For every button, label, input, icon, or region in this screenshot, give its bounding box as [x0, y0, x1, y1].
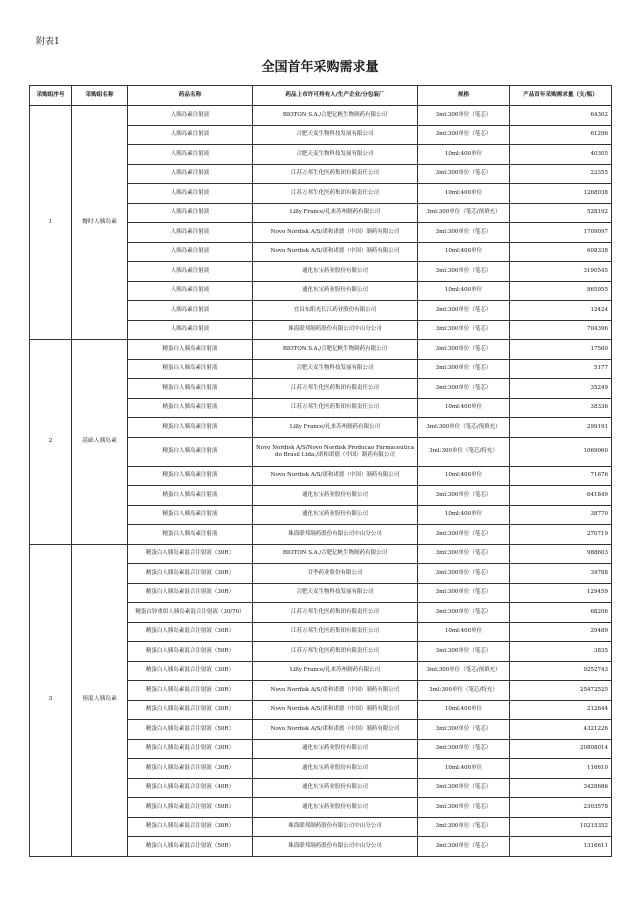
quantity-cell: 9252743 [510, 661, 612, 681]
quantity-cell: 5177 [510, 359, 612, 379]
group-name: 餐时人胰岛素 [72, 106, 128, 340]
drug-name-cell: 精蛋白人胰岛素注射液 [128, 505, 253, 525]
quantity-cell: 61296 [510, 125, 612, 145]
quantity-cell: 40305 [510, 145, 612, 165]
spec-cell: 10ml:400单位 [418, 145, 510, 165]
manufacturer-cell: BIOTON S.A./合肥亿帆生物制药有限公司 [253, 106, 418, 126]
quantity-cell: 704396 [510, 320, 612, 340]
drug-name-cell: 精蛋白人胰岛素混合注射液（30R） [128, 739, 253, 759]
spec-cell: 3ml:300单位（笔芯） [418, 262, 510, 282]
spec-cell: 3ml:300单位（笔芯） [418, 603, 510, 623]
drug-name-cell: 人胰岛素注射液 [128, 320, 253, 340]
spec-cell: 3ml:300单位（笔芯/特充） [418, 681, 510, 701]
manufacturer-cell: Novo Nordisk A/S/诺和诺德（中国）制药有限公司 [253, 720, 418, 740]
manufacturer-cell: Lilly France/礼来苏州制药有限公司 [253, 203, 418, 223]
drug-name-cell: 人胰岛素注射液 [128, 242, 253, 262]
quantity-cell: 38770 [510, 505, 612, 525]
drug-name-cell: 精蛋白人胰岛素混合注射液（50R） [128, 720, 253, 740]
header-seq: 采购组序号 [30, 86, 72, 106]
spec-cell: 3ml:300单位（笔芯） [418, 125, 510, 145]
manufacturer-cell: 合肥天麦生物科技发展有限公司 [253, 145, 418, 165]
table-body [30, 106, 612, 857]
manufacturer-cell: Lilly France/礼来苏州制药有限公司 [253, 661, 418, 681]
quantity-cell: 20808014 [510, 739, 612, 759]
spec-cell: 3ml:300单位（笔芯） [418, 486, 510, 506]
quantity-cell: 212644 [510, 700, 612, 720]
drug-name-cell: 精蛋白人胰岛素混合注射液（50R） [128, 642, 253, 662]
annex-label: 附表1 [36, 37, 60, 47]
spec-cell: 3ml:300单位（笔芯） [418, 544, 510, 564]
drug-name-cell: 精蛋白人胰岛素注射液 [128, 398, 253, 418]
manufacturer-cell: 通化东宝药业股份有限公司 [253, 778, 418, 798]
spec-cell: 3ml:300单位（笔芯） [418, 642, 510, 662]
quantity-cell: 1069060 [510, 437, 612, 466]
quantity-cell: 1268038 [510, 184, 612, 204]
spec-cell: 10ml:400单位 [418, 242, 510, 262]
spec-cell: 3ml:300单位（笔芯） [418, 798, 510, 818]
quantity-cell: 988603 [510, 544, 612, 564]
manufacturer-cell: 通化东宝药业股份有限公司 [253, 798, 418, 818]
spec-cell: 3ml:300单位（笔芯） [418, 525, 510, 545]
spec-cell: 3ml:300单位（笔芯） [418, 583, 510, 603]
quantity-cell: 270719 [510, 525, 612, 545]
manufacturer-cell: 江苏万邦生化医药集团有限责任公司 [253, 603, 418, 623]
quantity-cell: 68206 [510, 603, 612, 623]
drug-name-cell: 精蛋白人胰岛素混合注射液（30R） [128, 583, 253, 603]
spec-cell: 3ml:300单位（笔芯） [418, 340, 510, 360]
drug-name-cell: 人胰岛素注射液 [128, 281, 253, 301]
table-row [30, 106, 612, 126]
manufacturer-cell: Novo Nordisk A/S/诺和诺德（中国）制药有限公司 [253, 700, 418, 720]
drug-name-cell: 精蛋白人胰岛素混合注射液（50R） [128, 837, 253, 857]
manufacturer-cell: Lilly France/礼来苏州制药有限公司 [253, 418, 418, 438]
manufacturer-cell: 通化东宝药业股份有限公司 [253, 505, 418, 525]
group-seq: 3 [30, 544, 72, 856]
quantity-cell: 528192 [510, 203, 612, 223]
quantity-cell: 22355 [510, 164, 612, 184]
spec-cell: 10ml:400单位 [418, 759, 510, 779]
drug-name-cell: 精蛋白人胰岛素混合注射液（30R） [128, 544, 253, 564]
drug-name-cell: 人胰岛素注射液 [128, 145, 253, 165]
manufacturer-cell: 江苏万邦生化医药集团有限责任公司 [253, 164, 418, 184]
manufacturer-cell: Novo Nordisk A/S/诺和诺德（中国）制药有限公司 [253, 223, 418, 243]
spec-cell: 3ml:300单位（笔芯） [418, 223, 510, 243]
header-qty: 产品首年采购需求量（支/瓶） [510, 86, 612, 106]
manufacturer-cell: 珠海联邦制药股份有限公司中山分公司 [253, 817, 418, 837]
manufacturer-cell: 通化东宝药业股份有限公司 [253, 281, 418, 301]
drug-name-cell: 精蛋白人胰岛素混合注射液（30R） [128, 661, 253, 681]
procurement-table [29, 85, 612, 857]
quantity-cell: 2303578 [510, 798, 612, 818]
spec-cell: 3ml:300单位（笔芯） [418, 817, 510, 837]
quantity-cell: 3428686 [510, 778, 612, 798]
drug-name-cell: 精蛋白人胰岛素混合注射液（40R） [128, 778, 253, 798]
drug-name-cell: 人胰岛素注射液 [128, 301, 253, 321]
spec-cell: 3ml:300单位（笔芯/特充） [418, 437, 510, 466]
quantity-cell: 10215352 [510, 817, 612, 837]
quantity-cell: 608338 [510, 242, 612, 262]
quantity-cell: 12424 [510, 301, 612, 321]
quantity-cell: 38336 [510, 398, 612, 418]
quantity-cell: 129459 [510, 583, 612, 603]
quantity-cell: 865955 [510, 281, 612, 301]
drug-name-cell: 精蛋白人胰岛素注射液 [128, 359, 253, 379]
group-seq: 1 [30, 106, 72, 340]
drug-name-cell: 精蛋白人胰岛素混合注射液（30R） [128, 817, 253, 837]
drug-name-cell: 精蛋白人胰岛素注射液 [128, 437, 253, 466]
spec-cell: 10ml:400单位 [418, 184, 510, 204]
manufacturer-cell: 江苏万邦生化医药集团有限责任公司 [253, 379, 418, 399]
spec-cell: 3ml:300单位（笔芯） [418, 320, 510, 340]
drug-name-cell: 人胰岛素注射液 [128, 223, 253, 243]
manufacturer-cell: 合肥天麦生物科技发展有限公司 [253, 359, 418, 379]
manufacturer-cell: 江苏万邦生化医药集团有限责任公司 [253, 398, 418, 418]
manufacturer-cell: 江苏万邦生化医药集团有限责任公司 [253, 184, 418, 204]
manufacturer-cell: 通化东宝药业股份有限公司 [253, 739, 418, 759]
quantity-cell: 25472525 [510, 681, 612, 701]
quantity-cell: 4321226 [510, 720, 612, 740]
spec-cell: 3ml:300单位（笔芯） [418, 106, 510, 126]
table-row [30, 544, 612, 564]
drug-name-cell: 精蛋白人胰岛素混合注射液（30R） [128, 564, 253, 584]
spec-cell: 10ml:400单位 [418, 622, 510, 642]
manufacturer-cell: 通化东宝药业股份有限公司 [253, 262, 418, 282]
drug-name-cell: 精蛋白人胰岛素混合注射液（50R） [128, 798, 253, 818]
spec-cell: 3ml:300单位（笔芯） [418, 564, 510, 584]
manufacturer-cell: 珠海联邦制药股份有限公司中山分公司 [253, 525, 418, 545]
manufacturer-cell: BIOTON S.A./合肥亿帆生物制药有限公司 [253, 544, 418, 564]
manufacturer-cell: 合肥天麦生物科技发展有限公司 [253, 583, 418, 603]
quantity-cell: 3190545 [510, 262, 612, 282]
table-row [30, 340, 612, 360]
manufacturer-cell: 合肥天麦生物科技发展有限公司 [253, 125, 418, 145]
spec-cell: 10ml:400单位 [418, 281, 510, 301]
manufacturer-cell: BIOTON S.A./合肥亿帆生物制药有限公司 [253, 340, 418, 360]
manufacturer-cell: 江苏万邦生化医药集团有限责任公司 [253, 622, 418, 642]
spec-cell: 3ml:300单位（笔芯） [418, 359, 510, 379]
drug-name-cell: 精蛋白人胰岛素注射液 [128, 486, 253, 506]
drug-name-cell: 精蛋白人胰岛素混合注射液（30R） [128, 622, 253, 642]
drug-name-cell: 精蛋白锌重组人胰岛素混合注射液（30/70） [128, 603, 253, 623]
quantity-cell: 299191 [510, 418, 612, 438]
manufacturer-cell: 江苏万邦生化医药集团有限责任公司 [253, 642, 418, 662]
drug-name-cell: 人胰岛素注射液 [128, 164, 253, 184]
quantity-cell: 1316611 [510, 837, 612, 857]
drug-name-cell: 精蛋白人胰岛素混合注射液（30R） [128, 681, 253, 701]
quantity-cell: 35249 [510, 379, 612, 399]
table-header-row [30, 86, 612, 106]
manufacturer-cell: 通化东宝药业股份有限公司 [253, 759, 418, 779]
drug-name-cell: 精蛋白人胰岛素注射液 [128, 340, 253, 360]
manufacturer-cell: 宜昌东阳光长江药业股份有限公司 [253, 301, 418, 321]
drug-name-cell: 人胰岛素注射液 [128, 125, 253, 145]
drug-name-cell: 精蛋白人胰岛素注射液 [128, 525, 253, 545]
drug-name-cell: 精蛋白人胰岛素混合注射液（30R） [128, 700, 253, 720]
manufacturer-cell: 珠海联邦制药股份有限公司中山分公司 [253, 320, 418, 340]
spec-cell: 3ml:300单位（笔芯/预填充） [418, 203, 510, 223]
quantity-cell: 17560 [510, 340, 612, 360]
manufacturer-cell: 通化东宝药业股份有限公司 [253, 486, 418, 506]
quantity-cell: 64302 [510, 106, 612, 126]
drug-name-cell: 人胰岛素注射液 [128, 184, 253, 204]
header-maker: 药品上市许可持有人/生产企业/分包装厂 [253, 86, 418, 106]
quantity-cell: 29489 [510, 622, 612, 642]
group-name: 基础人胰岛素 [72, 340, 128, 545]
drug-name-cell: 人胰岛素注射液 [128, 203, 253, 223]
spec-cell: 3ml:300单位（笔芯） [418, 720, 510, 740]
drug-name-cell: 人胰岛素注射液 [128, 106, 253, 126]
header-spec: 规格 [418, 86, 510, 106]
spec-cell: 3ml:300单位（笔芯） [418, 164, 510, 184]
drug-name-cell: 精蛋白人胰岛素混合注射液（30R） [128, 759, 253, 779]
page-title: 全国首年采购需求量 [261, 60, 379, 75]
spec-cell: 3ml:300单位（笔芯/预填充） [418, 418, 510, 438]
drug-name-cell: 精蛋白人胰岛素注射液 [128, 379, 253, 399]
group-seq: 2 [30, 340, 72, 545]
spec-cell: 10ml:400单位 [418, 700, 510, 720]
quantity-cell: 1709097 [510, 223, 612, 243]
drug-name-cell: 精蛋白人胰岛素注射液 [128, 418, 253, 438]
quantity-cell: 34788 [510, 564, 612, 584]
spec-cell: 3ml:300单位（笔芯） [418, 301, 510, 321]
manufacturer-cell: Novo Nordisk A/S/诺和诺德（中国）制药有限公司 [253, 242, 418, 262]
header-drug: 药品名称 [128, 86, 253, 106]
drug-name-cell: 人胰岛素注射液 [128, 262, 253, 282]
spec-cell: 3ml:300单位（笔芯/预填充） [418, 661, 510, 681]
manufacturer-cell: Novo Nordisk A/S/Novo Nordisk Producao Farmaceutica do Brasil Ltda./诺和诺德（中国）制药有限公司 [253, 437, 418, 466]
header-group: 采购组名称 [72, 86, 128, 106]
spec-cell: 3ml:300单位（笔芯） [418, 379, 510, 399]
manufacturer-cell: Novo Nordisk A/S/诺和诺德（中国）制药有限公司 [253, 681, 418, 701]
drug-name-cell: 精蛋白人胰岛素注射液 [128, 466, 253, 486]
spec-cell: 10ml:400单位 [418, 398, 510, 418]
spec-cell: 3ml:300单位（笔芯） [418, 739, 510, 759]
group-name: 预混人胰岛素 [72, 544, 128, 856]
manufacturer-cell: 甘李药业股份有限公司 [253, 564, 418, 584]
manufacturer-cell: 珠海联邦制药股份有限公司中山分公司 [253, 837, 418, 857]
spec-cell: 10ml:400单位 [418, 505, 510, 525]
quantity-cell: 71676 [510, 466, 612, 486]
spec-cell: 3ml:300单位（笔芯） [418, 778, 510, 798]
spec-cell: 3ml:300单位（笔芯） [418, 837, 510, 857]
spec-cell: 10ml:400单位 [418, 466, 510, 486]
manufacturer-cell: Novo Nordisk A/S/诺和诺德（中国）制药有限公司 [253, 466, 418, 486]
quantity-cell: 3835 [510, 642, 612, 662]
quantity-cell: 116610 [510, 759, 612, 779]
quantity-cell: 641849 [510, 486, 612, 506]
